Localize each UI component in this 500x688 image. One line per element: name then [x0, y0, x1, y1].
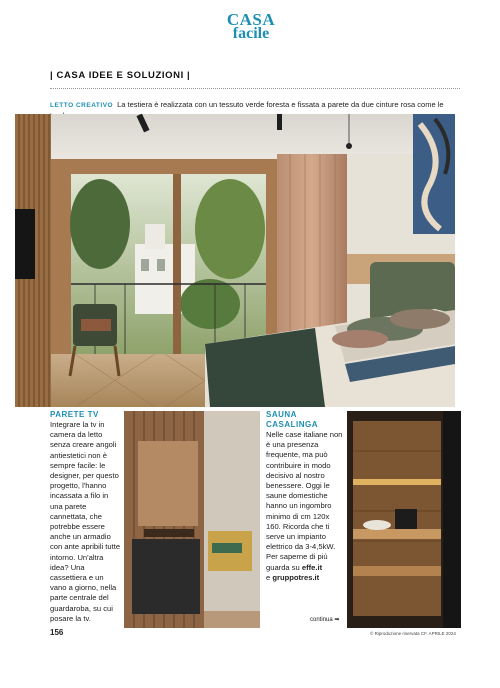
effe-link[interactable]: effe.it — [301, 562, 323, 572]
tv-wall-body: Integrare la tv in camera da letto senza creare angoli antiestetici non è sempre facile: le designer, per questo progetto, l'hanno incassata a filo in una parete cannettata, che potrebbe essere anche un armadio con ante apribili tutte intorno. Un'altra idea? Una cassettiera e un vano a giorno, nella parte centrale del guardaroba, su cui posare la tv. — [50, 420, 121, 623]
sauna-heading-line-1: SAUNA — [266, 410, 297, 419]
continua-label: continua ➡ — [310, 617, 340, 623]
tv-wall-article — [50, 410, 122, 624]
page-number: 156 — [50, 628, 64, 637]
gruppotres-link[interactable]: gruppotres.it — [272, 572, 320, 582]
caption-text: La testiera è realizzata con un tessuto verde foresta e fissata a parete da due cinture rosa come le — [117, 100, 444, 109]
sauna-body-text: Nelle case italiane non è una presenza frequente, ma può contribuire in modo decisivo al nostro benessere. Oggi le saune domestiche hanno un ingombro minimo di cm 120x 160. Ricorda che ti serve un impianto elettrico da 3-4,5kW. Per saperne di più guarda su — [266, 430, 343, 572]
copyright-credit: © Riproduzione riservata CF. APRILE 2024 — [370, 631, 456, 636]
sauna-heading-line-2: CASALINGA — [266, 420, 319, 429]
sauna-illustration — [347, 411, 461, 628]
bedroom-illustration — [15, 114, 455, 407]
bedroom-photo — [15, 114, 455, 407]
tv-wall-photo — [124, 411, 260, 628]
sauna-article — [266, 410, 344, 583]
sauna-heading — [266, 410, 344, 430]
logo-line-1: CASA — [226, 10, 276, 29]
logo-line-2: facile — [232, 25, 270, 42]
sauna-body — [266, 430, 344, 583]
magazine-logo — [211, 10, 291, 42]
caption-tag: LETTO CREATIVO — [50, 102, 114, 109]
link-connector: e — [266, 572, 271, 582]
sauna-photo — [347, 411, 461, 628]
section-title: | CASA IDEE E SOLUZIONI | — [50, 70, 191, 81]
tv-wall-heading: PARETE TV — [50, 410, 99, 419]
dotted-divider — [50, 88, 460, 89]
tv-wall-illustration — [124, 411, 260, 628]
